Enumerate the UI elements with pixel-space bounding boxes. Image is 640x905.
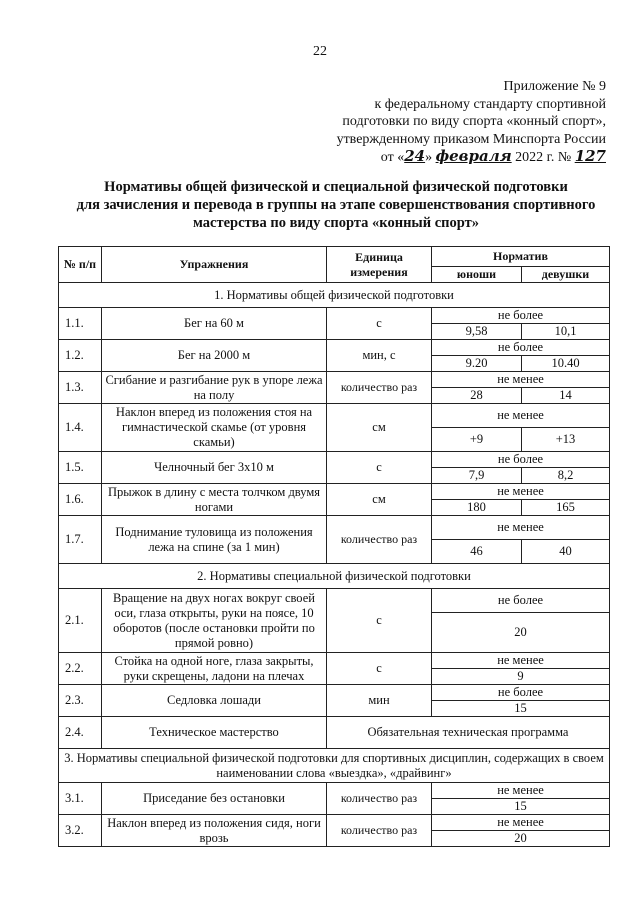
- page-number: 22: [313, 44, 327, 59]
- appendix-line-5: [306, 148, 606, 167]
- condition-cell: не менее: [432, 653, 610, 669]
- header-boys: юноши: [432, 267, 522, 283]
- boys-value: +9: [432, 428, 522, 452]
- value-cell: 20: [432, 613, 610, 653]
- section-3-heading: 3. Нормативы специальной физической подготовки для спортивных дисциплин, содержащих в своем наименовании слова «выездка», «драйвинг»: [59, 749, 610, 783]
- girls-value: 8,2: [522, 468, 610, 484]
- row-num: 2.1.: [59, 589, 102, 653]
- header-num: № п/п: [59, 247, 102, 283]
- boys-value: 9,58: [432, 324, 522, 340]
- unit-cell: с: [327, 452, 432, 484]
- condition-cell: не менее: [432, 484, 610, 500]
- unit-cell: см: [327, 404, 432, 452]
- boys-value: 7,9: [432, 468, 522, 484]
- row-num: 1.4.: [59, 404, 102, 452]
- exercise-cell: Поднимание туловища из положения лежа на спине (за 1 мин): [102, 516, 327, 564]
- exercise-cell: Стойка на одной ноге, глаза закрыты, руки скрещены, ладони на плечах: [102, 653, 327, 685]
- handwritten-order-number: 127: [574, 147, 606, 165]
- row-num: 2.3.: [59, 685, 102, 717]
- girls-value: +13: [522, 428, 610, 452]
- boys-value: 9.20: [432, 356, 522, 372]
- boys-value: 180: [432, 500, 522, 516]
- header-norm: Норматив: [432, 247, 610, 267]
- row-num: 1.2.: [59, 340, 102, 372]
- row-num: 1.3.: [59, 372, 102, 404]
- condition-cell: не менее: [432, 783, 610, 799]
- appendix-line-3: подготовки по виду спорта «конный спорт»,: [342, 114, 606, 129]
- title-line-2: для зачисления и перевода в группы на этапе совершенствования спортивного: [76, 197, 596, 213]
- unit-cell: количество раз: [327, 372, 432, 404]
- exercise-cell: Прыжок в длину с места толчком двумя ногами: [102, 484, 327, 516]
- row-num: 3.2.: [59, 815, 102, 847]
- unit-cell: мин: [327, 685, 432, 717]
- unit-cell: количество раз: [327, 516, 432, 564]
- boys-value: 28: [432, 388, 522, 404]
- appendix-line-2: к федеральному стандарту спортивной: [374, 96, 606, 112]
- merged-norm-cell: Обязательная техническая программа: [327, 717, 610, 749]
- condition-cell: не более: [432, 308, 610, 324]
- condition-cell: не менее: [432, 404, 610, 428]
- unit-cell: количество раз: [327, 783, 432, 815]
- value-cell: 9: [432, 669, 610, 685]
- document-title: [40, 178, 632, 232]
- girls-value: 10,1: [522, 324, 610, 340]
- unit-cell: с: [327, 308, 432, 340]
- exercise-cell: Наклон вперед из положения сидя, ноги врозь: [102, 815, 327, 847]
- row-num: 1.5.: [59, 452, 102, 484]
- unit-cell: мин, с: [327, 340, 432, 372]
- exercise-cell: Наклон вперед из положения стоя на гимнастической скамье (от уровня скамьи): [102, 404, 327, 452]
- exercise-cell: Бег на 2000 м: [102, 340, 327, 372]
- row-num: 1.1.: [59, 308, 102, 340]
- condition-cell: не менее: [432, 815, 610, 831]
- header-exercise: Упражнения: [102, 247, 327, 283]
- girls-value: 14: [522, 388, 610, 404]
- exercise-cell: Челночный бег 3х10 м: [102, 452, 327, 484]
- date-suffix: 2022 г. №: [515, 150, 572, 165]
- girls-value: 40: [522, 540, 610, 564]
- title-line-3: мастерства по виду спорта «конный спорт»: [192, 215, 480, 231]
- value-cell: 15: [432, 701, 610, 717]
- condition-cell: не более: [432, 340, 610, 356]
- condition-cell: не менее: [432, 516, 610, 540]
- exercise-cell: Приседание без остановки: [102, 783, 327, 815]
- value-cell: 15: [432, 799, 610, 815]
- row-num: 3.1.: [59, 783, 102, 815]
- section-1-heading: 1. Нормативы общей физической подготовки: [59, 283, 610, 308]
- appendix-header: [306, 78, 606, 167]
- section-2-heading: 2. Нормативы специальной физической подготовки: [59, 564, 610, 589]
- handwritten-month: февраля: [435, 147, 512, 165]
- condition-cell: не более: [432, 589, 610, 613]
- condition-cell: не более: [432, 452, 610, 468]
- girls-value: 10.40: [522, 356, 610, 372]
- condition-cell: не более: [432, 685, 610, 701]
- appendix-line-1: Приложение № 9: [503, 79, 606, 94]
- row-num: 2.4.: [59, 717, 102, 749]
- condition-cell: не менее: [432, 372, 610, 388]
- row-num: 1.7.: [59, 516, 102, 564]
- unit-cell: количество раз: [327, 815, 432, 847]
- boys-value: 46: [432, 540, 522, 564]
- exercise-cell: Техническое мастерство: [102, 717, 327, 749]
- value-cell: 20: [432, 831, 610, 847]
- date-mid: »: [425, 150, 433, 165]
- exercise-cell: Сгибание и разгибание рук в упоре лежа на полу: [102, 372, 327, 404]
- appendix-line-4: утвержденному приказом Минспорта России: [336, 131, 606, 147]
- unit-cell: с: [327, 653, 432, 685]
- row-num: 2.2.: [59, 653, 102, 685]
- exercise-cell: Вращение на двух ногах вокруг своей оси, глаза открыты, руки на поясе, 10 оборотов (после остановки пройти по прямой ровно): [102, 589, 327, 653]
- header-unit: Единица измерения: [327, 247, 432, 283]
- exercise-cell: Бег на 60 м: [102, 308, 327, 340]
- header-girls: девушки: [522, 267, 610, 283]
- unit-cell: с: [327, 589, 432, 653]
- title-line-1: Нормативы общей физической и специальной физической подготовки: [104, 179, 568, 195]
- standards-table: [58, 246, 610, 847]
- row-num: 1.6.: [59, 484, 102, 516]
- unit-cell: см: [327, 484, 432, 516]
- girls-value: 165: [522, 500, 610, 516]
- date-prefix: от «: [380, 150, 405, 165]
- handwritten-day: 24: [404, 147, 426, 165]
- exercise-cell: Седловка лошади: [102, 685, 327, 717]
